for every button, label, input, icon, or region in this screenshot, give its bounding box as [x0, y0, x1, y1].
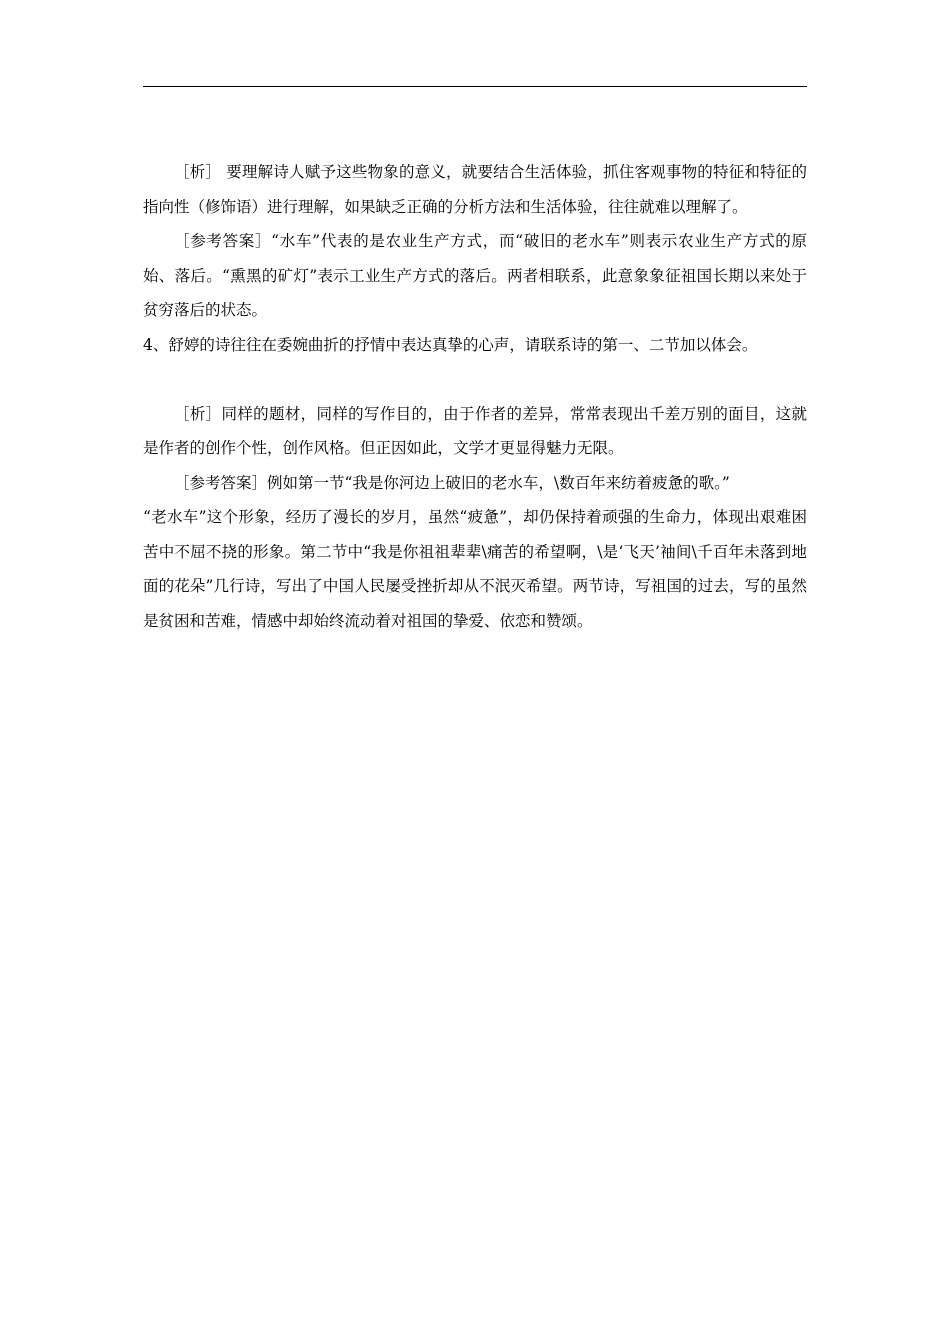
answer-paragraph-2-line1: ［参考答案］例如第一节“我是你河边上破旧的老水车，\数百年来纺着疲惫的歌。” — [174, 473, 730, 492]
paragraph-spacer — [143, 362, 807, 397]
answer-paragraph-1: ［参考答案］“水车”代表的是农业生产方式，而“破旧的老水车”则表示农业生产方式的原始、落后。“熏黑的矿灯”表示工业生产方式的落后。两者相联系，此意象象征祖国长期以来处于贫穷落后的状态。 — [143, 232, 807, 319]
header-rule — [143, 86, 807, 87]
analysis-paragraph-2: ［析］同样的题材，同样的写作目的，由于作者的差异，常常表现出千差万别的面目，这就是作者的创作个性，创作风格。但正因如此，文学才更显得魅力无限。 — [143, 404, 807, 457]
document-body — [143, 155, 807, 638]
answer-paragraph-2-rest: “老水车”这个形象，经历了漫长的岁月，虽然“疲惫”，却仍保持着顽强的生命力，体现出艰难困苦中不屈不挠的形象。第二节中“我是你祖祖辈辈\痛苦的希望啊，\是‘飞天’袖间\千百年未落到地面的花朵”几行诗，写出了中国人民屡受挫折却从不泯灭希望。两节诗，写祖国的过去，写的虽然是贫困和苦难，情感中却始终流动着对祖国的挚爱、依恋和赞颂。 — [143, 508, 807, 630]
question-4: 4、舒婷的诗往往在委婉曲折的抒情中表达真挚的心声，请联系诗的第一、二节加以体会。 — [143, 335, 758, 354]
analysis-paragraph-1: ［析］ 要理解诗人赋予这些物象的意义，就要结合生活体验，抓住客观事物的特征和特征的指向性（修饰语）进行理解，如果缺乏正确的分析方法和生活体验，往往就难以理解了。 — [143, 163, 807, 216]
